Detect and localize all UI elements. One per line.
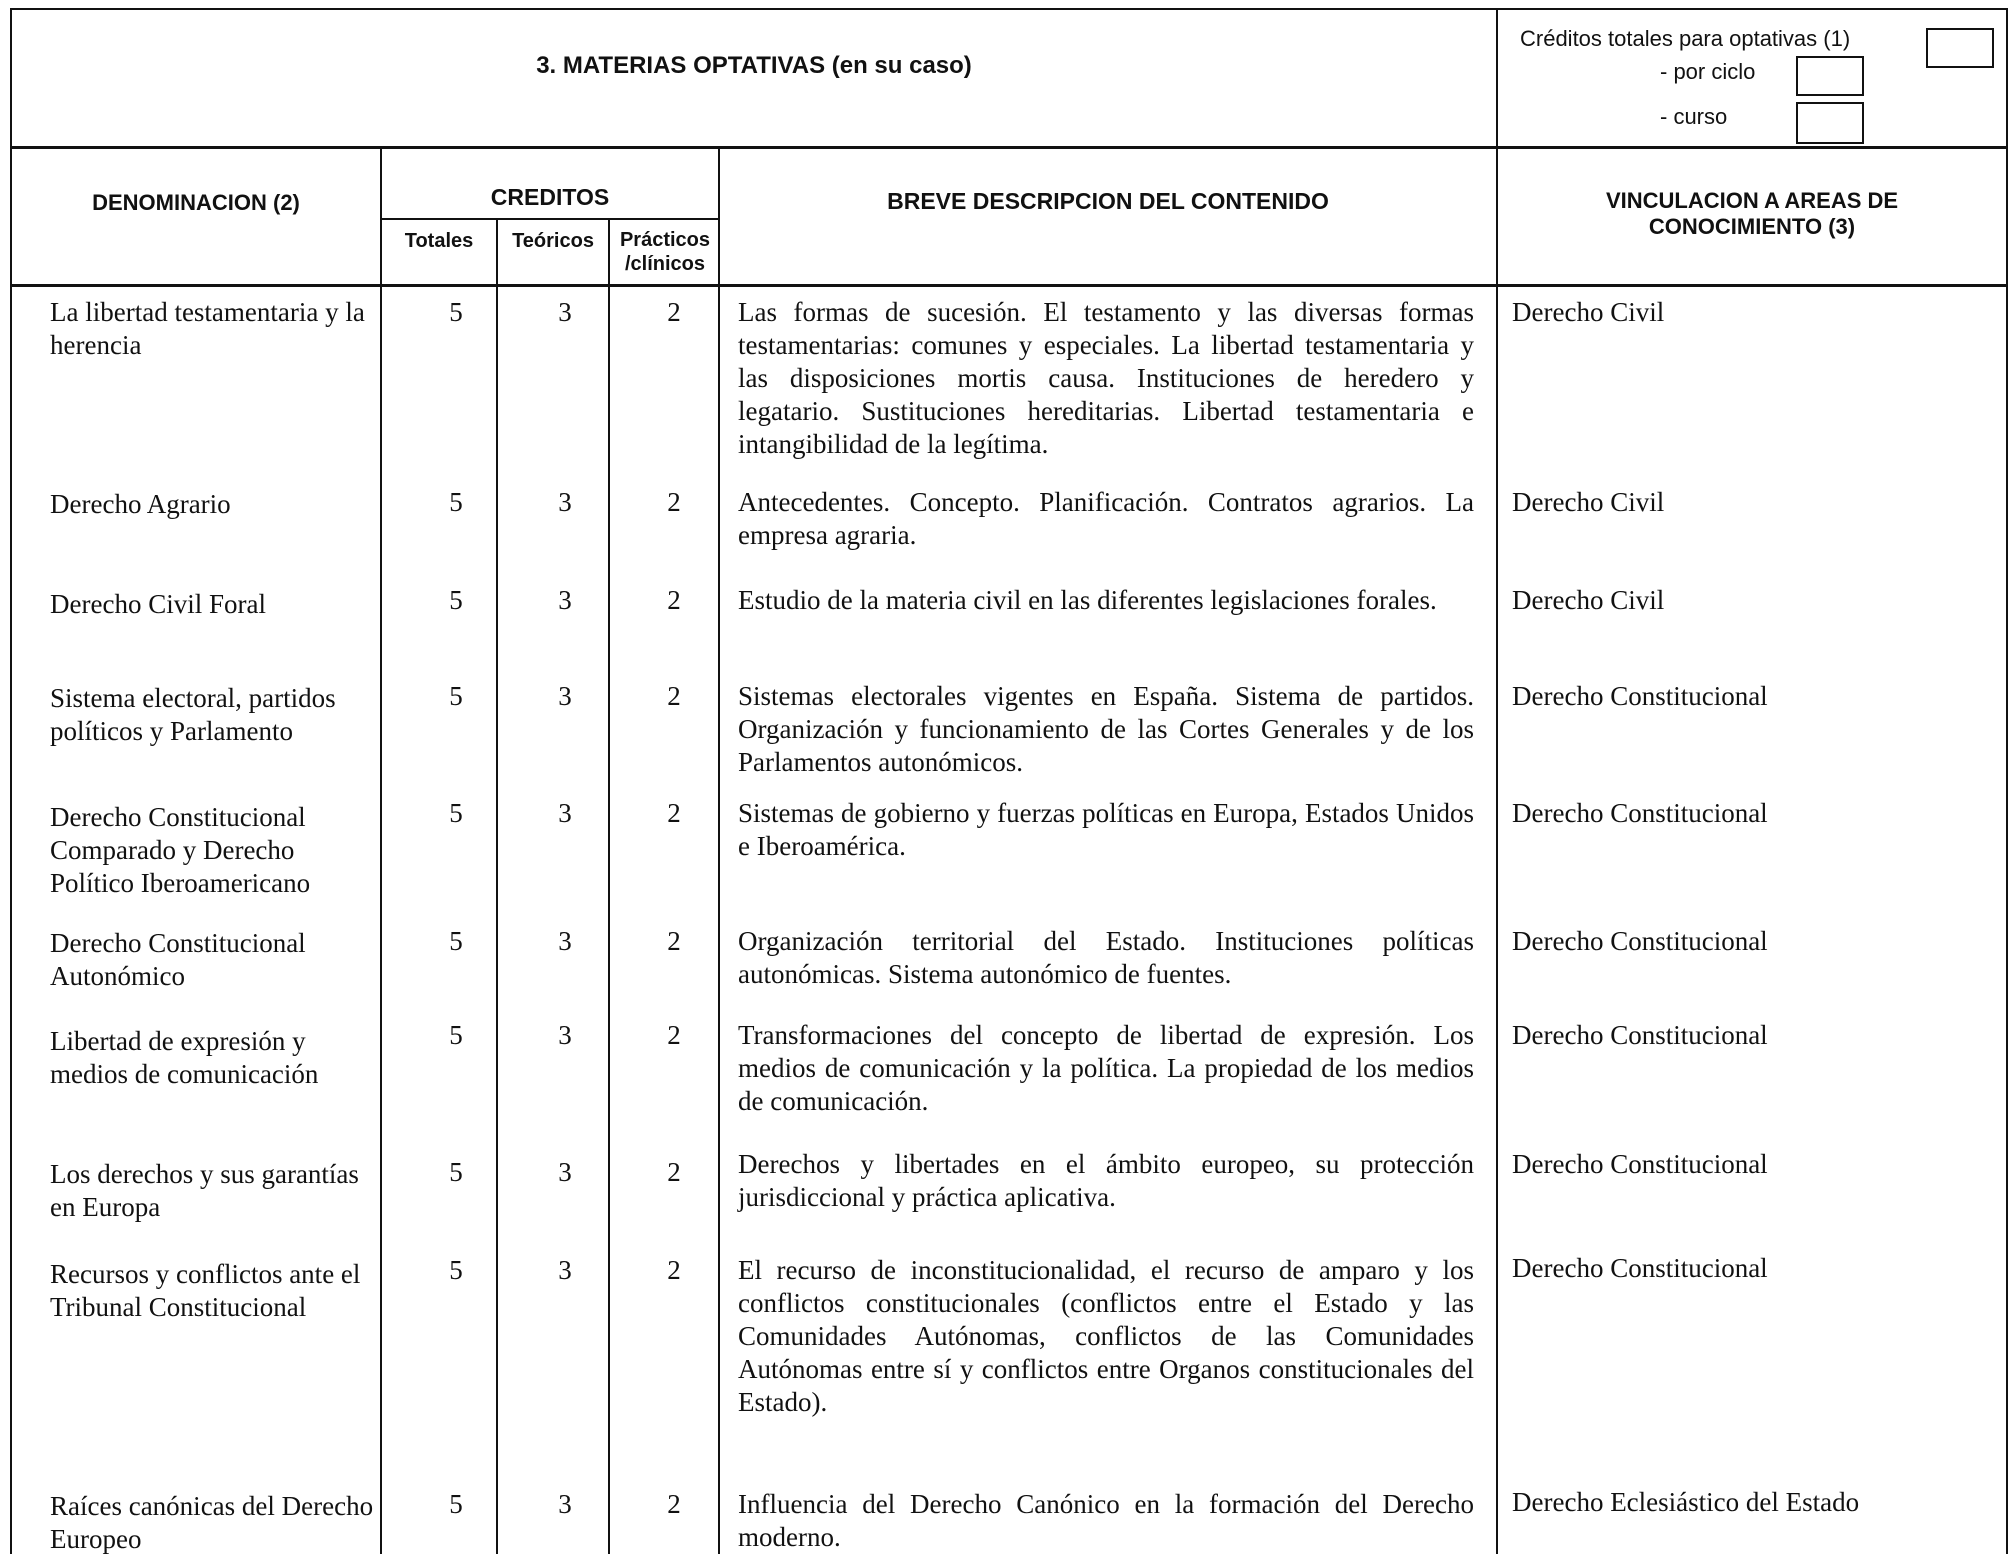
row-practicos: 2 [667, 487, 681, 517]
col-practicos [610, 228, 720, 276]
row-area: Derecho Constitucional [1512, 1149, 1768, 1179]
creditos-totales-label: Créditos totales para optativas (1) [1520, 26, 1851, 51]
col-teoricos: Teóricos [512, 230, 594, 252]
row-teoricos: 3 [558, 798, 572, 828]
row-teoricos: 3 [558, 585, 572, 615]
row-descripcion: Las formas de sucesión. El testamento y las diversas formas testamentarias: comunes y especiales. La libertad testamentaria y las disposiciones mortis causa. Instituciones de heredero y legatario. Sustituciones hereditarias. Libertad testamentaria e intangibilidad de la legítima. [738, 297, 1474, 459]
row-denominacion: Derecho Constitucional Autonómico [50, 928, 306, 991]
row-totales: 5 [449, 1255, 463, 1285]
row-practicos: 2 [667, 681, 681, 711]
row-totales: 5 [449, 585, 463, 615]
row-denominacion: Derecho Civil Foral [50, 589, 266, 619]
row-descripcion: Sistemas electorales vigentes en España. Sistema de partidos. Organización y funcionamiento de las Cortes Generales y de los Parlamentos autonómicos. [738, 681, 1474, 777]
row-totales: 5 [449, 1020, 463, 1050]
row-denominacion: Recursos y conflictos ante el Tribunal Constitucional [50, 1259, 361, 1322]
creditos-totales-input[interactable] [1926, 28, 1994, 68]
row-teoricos: 3 [558, 1255, 572, 1285]
row-totales: 5 [449, 1157, 463, 1187]
row-teoricos: 3 [558, 1489, 572, 1519]
row-denominacion: Sistema electoral, partidos políticos y Parlamento [50, 683, 336, 746]
row-denominacion: Los derechos y sus garantías en Europa [50, 1159, 359, 1222]
row-descripcion: Influencia del Derecho Canónico en la formación del Derecho moderno. [738, 1489, 1474, 1552]
totales-divider [496, 218, 498, 1554]
top-border [10, 8, 2008, 10]
row-totales: 5 [449, 1489, 463, 1519]
row-teoricos: 3 [558, 926, 572, 956]
col-creditos: CREDITOS [490, 184, 610, 210]
row-totales: 5 [449, 926, 463, 956]
row-denominacion: Raíces canónicas del Derecho Europeo [50, 1491, 374, 1554]
curso-input[interactable] [1796, 102, 1864, 144]
column-header-bottom [10, 284, 2008, 287]
row-area: Derecho Constitucional [1512, 798, 1768, 828]
row-area: Derecho Civil [1512, 297, 1665, 327]
row-area: Derecho Constitucional [1512, 681, 1768, 711]
row-descripcion: Sistemas de gobierno y fuerzas políticas en Europa, Estados Unidos e Iberoamérica. [738, 798, 1474, 861]
row-denominacion: Derecho Agrario [50, 489, 231, 519]
row-area: Derecho Civil [1512, 585, 1665, 615]
row-totales: 5 [449, 487, 463, 517]
row-teoricos: 3 [558, 681, 572, 711]
row-area: Derecho Constitucional [1512, 1020, 1768, 1050]
descripcion-divider [718, 146, 720, 1554]
curso-label: - curso [1660, 104, 1728, 129]
row-practicos: 2 [667, 926, 681, 956]
row-practicos: 2 [667, 1157, 681, 1187]
row-teoricos: 3 [558, 487, 572, 517]
por-ciclo-label: - por ciclo [1660, 59, 1756, 84]
row-area: Derecho Eclesiástico del Estado [1512, 1487, 1860, 1517]
row-denominacion: Derecho Constitucional Comparado y Derecho Político Iberoamericano [50, 802, 311, 898]
row-descripcion: Antecedentes. Concepto. Planificación. Contratos agrarios. La empresa agraria. [738, 487, 1474, 550]
row-teoricos: 3 [558, 1020, 572, 1050]
row-denominacion: Libertad de expresión y medios de comunicación [50, 1026, 319, 1089]
row-area: Derecho Civil [1512, 487, 1665, 517]
row-practicos: 2 [667, 297, 681, 327]
col-practicos-line2: /clínicos [624, 253, 706, 275]
row-totales: 5 [449, 681, 463, 711]
row-area: Derecho Constitucional [1512, 1253, 1768, 1283]
row-practicos: 2 [667, 798, 681, 828]
row-practicos: 2 [667, 1489, 681, 1519]
row-teoricos: 3 [558, 297, 572, 327]
row-practicos: 2 [667, 585, 681, 615]
teoricos-divider [608, 218, 610, 1554]
col-vinculacion-line1: VINCULACION A AREAS DE [1605, 188, 1899, 213]
right-border [2006, 8, 2008, 1554]
col-vinculacion [1498, 188, 2006, 240]
left-border [10, 8, 12, 1554]
row-practicos: 2 [667, 1020, 681, 1050]
header-separator [10, 146, 2008, 149]
row-totales: 5 [449, 798, 463, 828]
row-denominacion: La libertad testamentaria y la herencia [50, 297, 365, 360]
row-descripcion: El recurso de inconstitucionalidad, el recurso de amparo y los conflictos constitucionales (conflictos entre el Estado y las Comunidades Autónomas, conflictos de las Comunidades Autónomas entre sí y conflictos entre Organos constitucionales del Estado). [738, 1255, 1474, 1417]
section-title: 3. MATERIAS OPTATIVAS (en su caso) [536, 52, 972, 79]
row-teoricos: 3 [558, 1157, 572, 1187]
row-descripcion: Transformaciones del concepto de libertad de expresión. Los medios de comunicación y la política. La propiedad de los medios de comunicación. [738, 1020, 1474, 1116]
row-area: Derecho Constitucional [1512, 926, 1768, 956]
row-descripcion: Derechos y libertades en el ámbito europeo, su protección jurisdiccional y práctica aplicativa. [738, 1149, 1474, 1212]
row-descripcion: Organización territorial del Estado. Instituciones políticas autonómicas. Sistema autonómico de fuentes. [738, 926, 1474, 989]
denominacion-divider [380, 146, 382, 1554]
col-descripcion: BREVE DESCRIPCION DEL CONTENIDO [887, 188, 1329, 214]
por-ciclo-input[interactable] [1796, 56, 1864, 96]
col-vinculacion-line2: CONOCIMIENTO (3) [1648, 214, 1856, 239]
col-denominacion: DENOMINACION (2) [92, 190, 300, 215]
col-totales: Totales [404, 230, 474, 252]
row-practicos: 2 [667, 1255, 681, 1285]
row-totales: 5 [449, 297, 463, 327]
col-practicos-line1: Prácticos [619, 229, 711, 251]
row-descripcion: Estudio de la materia civil en las diferentes legislaciones forales. [738, 585, 1437, 615]
creditos-sub-divider [380, 218, 720, 220]
